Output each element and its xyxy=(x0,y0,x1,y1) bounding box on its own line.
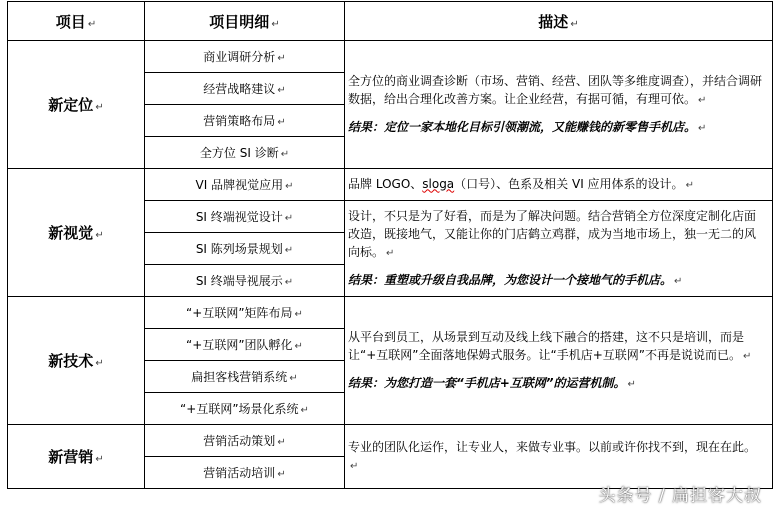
detail-cell: VI 品牌视觉应用 ↵ xyxy=(145,169,345,201)
header-item: 项目 ↵ xyxy=(8,2,145,41)
detail-cell: “+互联网”场景化系统 ↵ xyxy=(145,393,345,425)
service-table xyxy=(7,1,773,489)
item-new-marketing: 新营销 ↵ xyxy=(8,425,145,489)
detail-cell: “+互联网”矩阵布局 ↵ xyxy=(145,297,345,329)
desc-new-visual: 设计，不只是为了好看，而是为了解决问题。结合营销全方位深度定制化店面改造，既接地气，又能让你的门店鹤立鸡群，成为当地市场上，独一无二的风向标。 ↵ 结果：重塑或升级自我品牌，为您设计一个接地气的手机店。 ↵ xyxy=(345,201,773,297)
detail-cell: SI 终端导视展示 ↵ xyxy=(145,265,345,297)
detail-cell: 经营战略建议 ↵ xyxy=(145,73,345,105)
watermark-text: 头条号 / 扁担客大叔 xyxy=(598,486,762,506)
detail-cell: 商业调研分析 ↵ xyxy=(145,41,345,73)
detail-cell: SI 终端视觉设计 ↵ xyxy=(145,201,345,233)
desc-new-visual-top: 品牌 LOGO、sloga（口号）、色系及相关 VI 应用体系的设计。 ↵ xyxy=(345,169,773,201)
detail-cell: 营销活动策划 ↵ xyxy=(145,425,345,457)
table-row xyxy=(8,297,773,329)
detail-cell: 全方位 SI 诊断 ↵ xyxy=(145,137,345,169)
detail-cell: 营销策略布局 ↵ xyxy=(145,105,345,137)
header-detail: 项目明细 ↵ xyxy=(145,2,345,41)
detail-cell: “+互联网”团队孵化 ↵ xyxy=(145,329,345,361)
table-row xyxy=(8,41,773,73)
detail-cell: SI 陈列场景规划 ↵ xyxy=(145,233,345,265)
header-row xyxy=(8,2,773,41)
header-desc: 描述 ↵ xyxy=(345,2,773,41)
desc-new-technology: 从平台到员工，从场景到互动及线上线下融合的搭建，这不只是培训，而是让“+互联网”全面落地保姆式服务。让“手机店+互联网”不再是说说而已。 ↵ 结果：为您打造一套“手机店+互联网”的运营机制。 ↵ xyxy=(345,297,773,425)
desc-new-marketing: 专业的团队化运作，让专业人，来做专业事。以前或许你找不到，现在在此。↵ xyxy=(345,425,773,489)
item-new-technology: 新技术 ↵ xyxy=(8,297,145,425)
table-row xyxy=(8,425,773,457)
detail-cell: 扁担客栈营销系统 ↵ xyxy=(145,361,345,393)
item-new-visual: 新视觉 ↵ xyxy=(8,169,145,297)
item-new-positioning: 新定位 ↵ xyxy=(8,41,145,169)
desc-new-positioning: 全方位的商业调查诊断（市场、营销、经营、团队等多维度调查），并结合调研数据，给出合理化改善方案。让企业经营，有据可循，有理可依。 ↵ 结果：定位一家本地化目标引领潮流，又能赚钱的新零售手机店。 ↵ xyxy=(345,41,773,169)
detail-cell: 营销活动培训 ↵ xyxy=(145,457,345,489)
table-row xyxy=(8,169,773,201)
